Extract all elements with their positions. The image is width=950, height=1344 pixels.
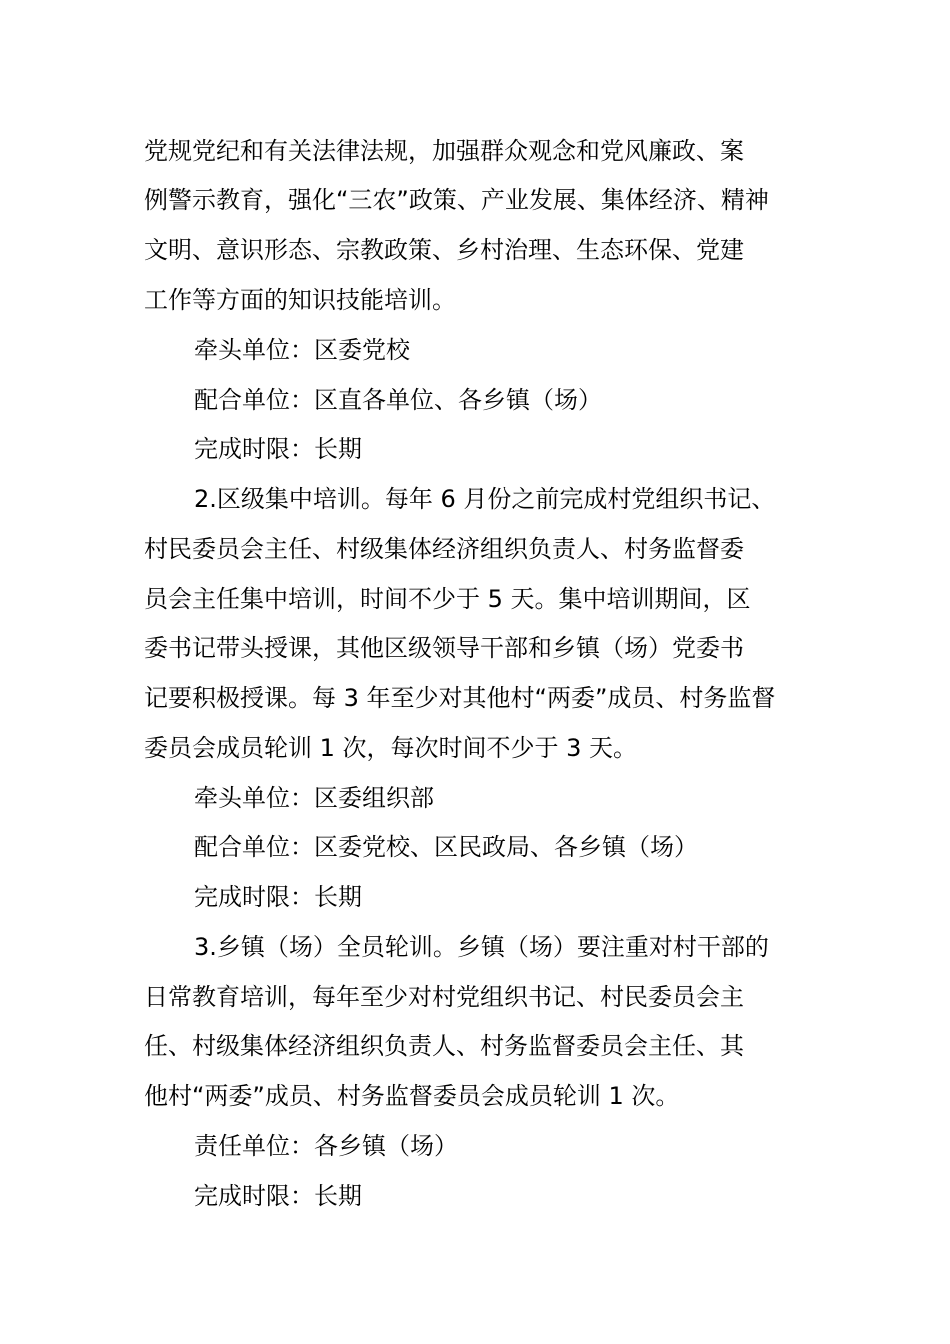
- paragraph-line: 他村“两委”成员、村务监督委员会成员轮训 1 次。: [144, 1082, 680, 1110]
- paragraph-line: 党规党纪和有关法律法规，加强群众观念和党风廉政、案: [144, 137, 744, 165]
- section-heading-line: 2.区级集中培训。每年 6 月份之前完成村党组织书记、: [194, 485, 776, 513]
- cooperating-unit-line: 配合单位：区直各单位、各乡镇（场）: [194, 386, 602, 414]
- paragraph-line: 文明、意识形态、宗教政策、乡村治理、生态环保、党建: [144, 236, 744, 264]
- cooperating-unit-line: 配合单位：区委党校、区民政局、各乡镇（场）: [194, 833, 698, 861]
- lead-unit-line: 牵头单位：区委组织部: [194, 784, 434, 812]
- deadline-line: 完成时限：长期: [194, 435, 362, 463]
- paragraph-line: 村民委员会主任、村级集体经济组织负责人、村务监督委: [144, 535, 744, 563]
- lead-unit-line: 牵头单位：区委党校: [194, 336, 410, 364]
- paragraph-line: 记要积极授课。每 3 年至少对其他村“两委”成员、村务监督: [144, 684, 776, 712]
- deadline-line: 完成时限：长期: [194, 1182, 362, 1210]
- paragraph-line: 委书记带头授课，其他区级领导干部和乡镇（场）党委书: [144, 634, 744, 662]
- paragraph-line: 日常教育培训，每年至少对村党组织书记、村民委员会主: [144, 983, 744, 1011]
- deadline-line: 完成时限：长期: [194, 883, 362, 911]
- paragraph-line: 工作等方面的知识技能培训。: [144, 286, 456, 314]
- paragraph-line: 员会主任集中培训，时间不少于 5 天。集中培训期间，区: [144, 585, 751, 613]
- paragraph-line: 委员会成员轮训 1 次，每次时间不少于 3 天。: [144, 734, 638, 762]
- responsible-unit-line: 责任单位：各乡镇（场）: [194, 1132, 458, 1160]
- paragraph-line: 任、村级集体经济组织负责人、村务监督委员会主任、其: [144, 1032, 744, 1060]
- paragraph-line: 例警示教育，强化“三农”政策、产业发展、集体经济、精神: [144, 186, 769, 214]
- section-heading-line: 3.乡镇（场）全员轮训。乡镇（场）要注重对村干部的: [194, 933, 769, 961]
